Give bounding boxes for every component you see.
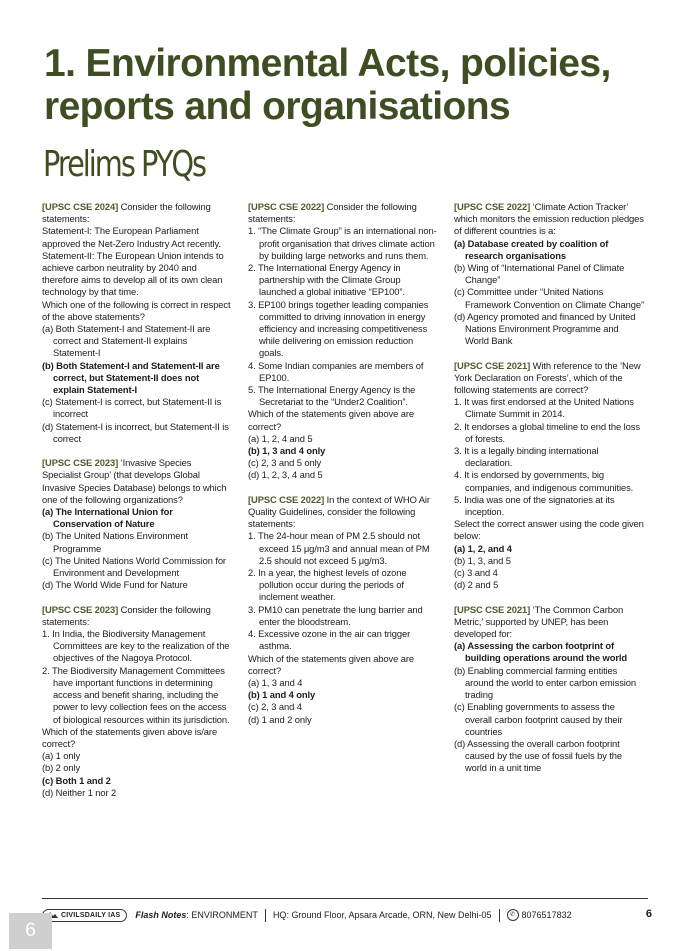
exam-tag: [UPSC CSE 2023] [42, 603, 119, 615]
option: (d) 2 and 5 [454, 579, 499, 591]
statement: 3. EP100 brings together leading companies committed to driving innovation in energy efficiency and increasing competitiveness while delivering on emission reduction goals. [248, 298, 429, 359]
option: (c) Committee under “United Nations Framework Convention on Climate Change” [454, 286, 644, 310]
option: (b) 2 only [42, 762, 81, 774]
option-answer: (a) 1, 2, and 4 [454, 542, 512, 554]
statement: 1. In India, the Biodiversity Management Committees are key to the realization of the objectives of the Nagoya Protocol. [42, 628, 230, 664]
statement: 1. “The Climate Group” is an international non-profit organisation that drives climate action by building large networks and runs them. [248, 225, 437, 261]
question-ask: Which one of the following is correct in respect of the above statements? [42, 298, 231, 322]
column-1 [42, 201, 232, 811]
statement: 2. The International Energy Agency in partnership with the Climate Group launched a global initiative “EP100”. [248, 262, 405, 298]
chapter-title: 1. Environmental Acts, policies, reports and organisations [44, 42, 611, 128]
brand-logo [42, 909, 127, 922]
question-stem: With reference to the ‘New York Declaration on Forests’, which of the following statements are correct? [454, 359, 641, 396]
exam-tag: [UPSC CSE 2021] [454, 603, 531, 615]
option: (d) Assessing the overall carbon footprint caused by the use of fossil fuels by the world in a unit time [454, 737, 623, 774]
footer-address: HQ: Ground Floor, Apsara Arcade, ORN, New Delhi-05 [272, 910, 492, 920]
option: (d) Neither 1 nor 2 [42, 786, 117, 798]
option: (a) Both Statement-I and Statement-II are correct and Statement-II explains Statement-I [42, 323, 211, 359]
footer-separator [265, 909, 266, 922]
option-answer: (b) Both Statement-I and Statement-II are correct, but Statement-II does not explain Statement-I [42, 359, 220, 396]
statement: 2. It endorses a global timeline to end the loss of forests. [454, 420, 640, 444]
question-block [248, 494, 438, 726]
question-stem: ‘Invasive Species Specialist Group’ (that develops Global Invasive Species Database) belongs to which one of the following organizations? [42, 457, 227, 505]
column-2 [248, 201, 438, 738]
option-answer: (a) Assessing the carbon footprint of building operations around the world [454, 640, 628, 664]
statement: 5. The International Energy Agency is the Secretariat to the “Under2 Coalition”. [248, 384, 416, 408]
option: (b) 1, 3, and 5 [454, 554, 511, 566]
question-block [42, 604, 232, 799]
exam-tag: [UPSC CSE 2021] [454, 359, 531, 371]
statement: 4. Excessive ozone in the air can trigger asthma. [248, 628, 411, 652]
question-ask: Which of the statements given above is/are correct? [42, 725, 218, 749]
option: (c) 2, 3 and 5 only [248, 457, 322, 469]
exam-tag: [UPSC CSE 2022] [248, 201, 325, 212]
question-block [454, 201, 644, 347]
exam-tag: [UPSC CSE 2022] [454, 201, 531, 212]
section-subtitle: Prelims PYQs [43, 144, 206, 185]
option: (a) 1 only [42, 750, 81, 762]
question-ask: Select the correct answer using the code given below: [454, 518, 644, 542]
question-block [42, 201, 232, 445]
question-stem: Consider the following statements: [248, 201, 417, 225]
statement: 1. It was first endorsed at the United Nations Climate Summit in 2014. [454, 396, 634, 420]
whatsapp-icon: ✆ [507, 909, 519, 921]
statement: Statement-I: The European Parliament approved the Net-Zero Industry Act recently. [42, 225, 221, 249]
option: (b) The United Nations Environment Programme [42, 530, 188, 554]
option: (a) 1, 2, 4 and 5 [248, 432, 313, 444]
question-stem: Consider the following statements: [42, 201, 211, 225]
option: (b) Enabling commercial farming entities around the world to enter carbon emission trading [454, 664, 636, 701]
question-stem: ‘The Common Carbon Metric,’ supported by UNEP, has been developed for: [454, 603, 624, 640]
question-block [42, 457, 232, 591]
flash-notes-title: Flash Notes [135, 910, 187, 920]
option: (c) Statement-I is correct, but Statement-II is incorrect [42, 396, 222, 420]
statement: Statement-II: The European Union intends to achieve carbon neutrality by 2040 and therefore aims to develop all of its own clean technology by that time. [42, 249, 224, 298]
exam-tag: [UPSC CSE 2022] [248, 493, 325, 505]
question-ask: Which of the statements given above are correct? [248, 408, 414, 432]
option: (c) 3 and 4 [454, 567, 498, 579]
statement: 3. It is a legally binding international declaration. [454, 445, 599, 469]
statement: 1. The 24-hour mean of PM 2.5 should not exceed 15 μg/m3 and annual mean of PM 2.5 should not exceed 5 μg/m3. [248, 530, 430, 566]
option-answer: (b) 1, 3 and 4 only [248, 445, 326, 457]
question-stem: Consider the following statements: [42, 603, 211, 627]
question-block [248, 201, 438, 482]
logo-text: CIVILSDAILY IAS [61, 911, 121, 919]
option: (d) Statement-I is incorrect, but Statement-II is correct [42, 420, 229, 444]
option: (b) Wing of “International Panel of Climate Change” [454, 262, 625, 286]
exam-tag: [UPSC CSE 2023] [42, 457, 119, 469]
option: (d) Agency promoted and financed by United Nations Environment Programme and World Bank [454, 310, 636, 347]
statement: 4. It is endorsed by governments, big companies, and indigenous communities. [454, 469, 634, 493]
question-stem: ‘Climate Action Tracker’ which monitors the emission reduction pledges of different countries is a: [454, 201, 644, 237]
option-answer: (c) Both 1 and 2 [42, 774, 111, 786]
option: (c) Enabling governments to assess the overall carbon footprint caused by their countries [454, 701, 623, 737]
question-stem: In the context of WHO Air Quality Guidelines, consider the following statements: [248, 493, 430, 530]
option-answer: (b) 1 and 4 only [248, 689, 316, 701]
statement: 3. PM10 can penetrate the lung barrier and enter the bloodstream. [248, 603, 423, 627]
corner-page-badge: 6 [9, 913, 52, 949]
option: (c) 2, 3 and 4 [248, 701, 302, 713]
footer-phone: 8076517832 [521, 910, 572, 920]
page-footer [42, 906, 652, 924]
page-number: 6 [645, 908, 652, 920]
question-block [454, 360, 644, 592]
option: (d) 1 and 2 only [248, 713, 312, 725]
statement: 4. Some Indian companies are members of EP100. [248, 359, 424, 383]
question-block [454, 604, 644, 775]
footer-separator [499, 909, 500, 922]
footer-divider [42, 898, 648, 899]
option: (d) The World Wide Fund for Nature [42, 579, 188, 591]
option: (d) 1, 2, 3, 4 and 5 [248, 469, 323, 481]
question-ask: Which of the statements given above are correct? [248, 652, 414, 676]
flash-notes-subject: : ENVIRONMENT [186, 910, 258, 920]
statement: 2. The Biodiversity Management Committees have important functions in determining access and benefit sharing, including the power to levy collection fees on the access of biological resources within its jurisdiction. [42, 664, 230, 725]
flash-notes-label [135, 910, 258, 920]
option: (c) The United Nations World Commission for Environment and Development [42, 554, 226, 579]
option: (a) 1, 3 and 4 [248, 676, 303, 688]
option-answer: (a) Database created by coalition of research organisations [454, 237, 609, 261]
option-answer: (a) The International Union for Conservation of Nature [42, 506, 173, 530]
statement: 5. India was one of the signatories at its inception. [454, 493, 615, 518]
exam-tag: [UPSC CSE 2024] [42, 201, 119, 212]
column-3 [454, 201, 644, 787]
statement: 2. In a year, the highest levels of ozone pollution occur during the periods of inclement weather. [248, 567, 407, 603]
